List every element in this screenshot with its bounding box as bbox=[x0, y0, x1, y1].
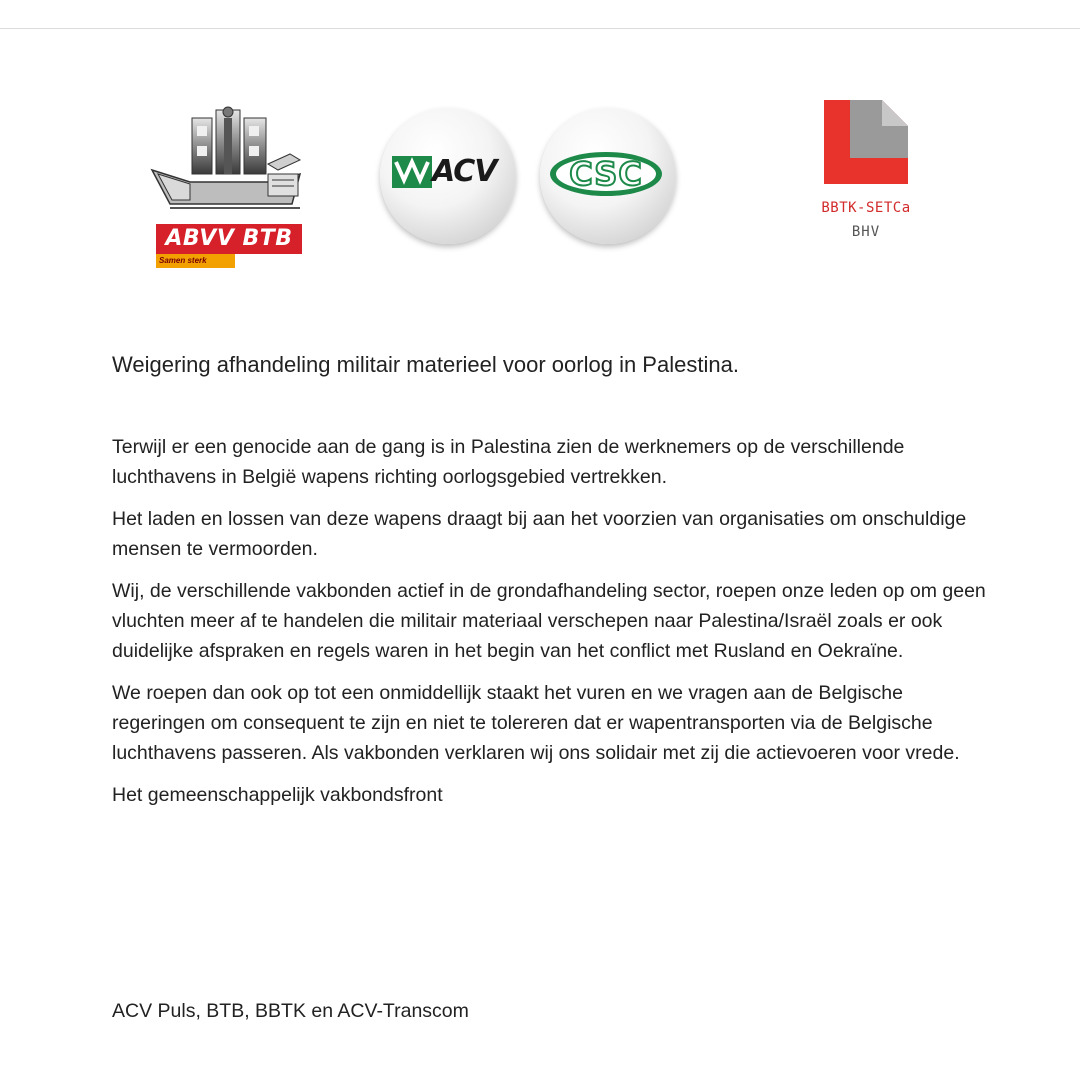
acv-mark-icon bbox=[392, 152, 432, 192]
bbtk-region: BHV bbox=[851, 224, 881, 240]
paragraph: Terwijl er een genocide aan de gang is in Palestina zien de werknemers op de verschillende luchthavens in België wapens richting oorlogsgebied vertrekken. bbox=[112, 436, 905, 488]
bbtk-name: BBTK-SETCa bbox=[821, 200, 911, 216]
top-divider bbox=[0, 0, 1080, 29]
bbtk-setca-logo bbox=[800, 96, 936, 256]
signoff: Het gemeenschappelijk vakbondsfront bbox=[112, 784, 443, 806]
csc-text: CSC bbox=[569, 155, 643, 193]
abvv-btb-logo bbox=[150, 104, 306, 270]
signatories: ACV Puls, BTB, BBTK en ACV-Transcom bbox=[112, 1000, 469, 1022]
csc-logo bbox=[540, 108, 676, 244]
abvv-slogan: Samen sterk bbox=[156, 254, 235, 268]
abvv-badge-text: ABVV BTB bbox=[156, 224, 302, 254]
acv-logo bbox=[380, 108, 516, 244]
acv-text: ACV bbox=[432, 154, 497, 189]
abvv-ship-icon bbox=[150, 104, 306, 222]
paragraph: Wij, de verschillende vakbonden actief in de grondafhandeling sector, roepen onze leden op om geen vluchten meer af te handelen die militair materiaal verschepen naar Palestina/Israël zoals er ook duidelijke afspraken en regels waren in het begin van het conflict met Rusland en Oekraïne. bbox=[112, 580, 986, 662]
document-title: Weigering afhandeling militair materieel voor oorlog in Palestina. bbox=[112, 352, 739, 377]
paragraph: Het laden en lossen van deze wapens draagt bij aan het voorzien van organisaties om onschuldige mensen te vermoorden. bbox=[112, 508, 967, 560]
document-body bbox=[112, 432, 992, 822]
paragraph: We roepen dan ook op tot een onmiddellijk staakt het vuren en we vragen aan de Belgische regeringen om consequent te zijn en niet te tolereren dat er wapentransporten via de Belgische luchthavens passeren. Als vakbonden verklaren wij ons solidair met zij die actievoeren voor vrede. bbox=[112, 682, 960, 764]
bbtk-folded-page-icon bbox=[820, 96, 912, 188]
